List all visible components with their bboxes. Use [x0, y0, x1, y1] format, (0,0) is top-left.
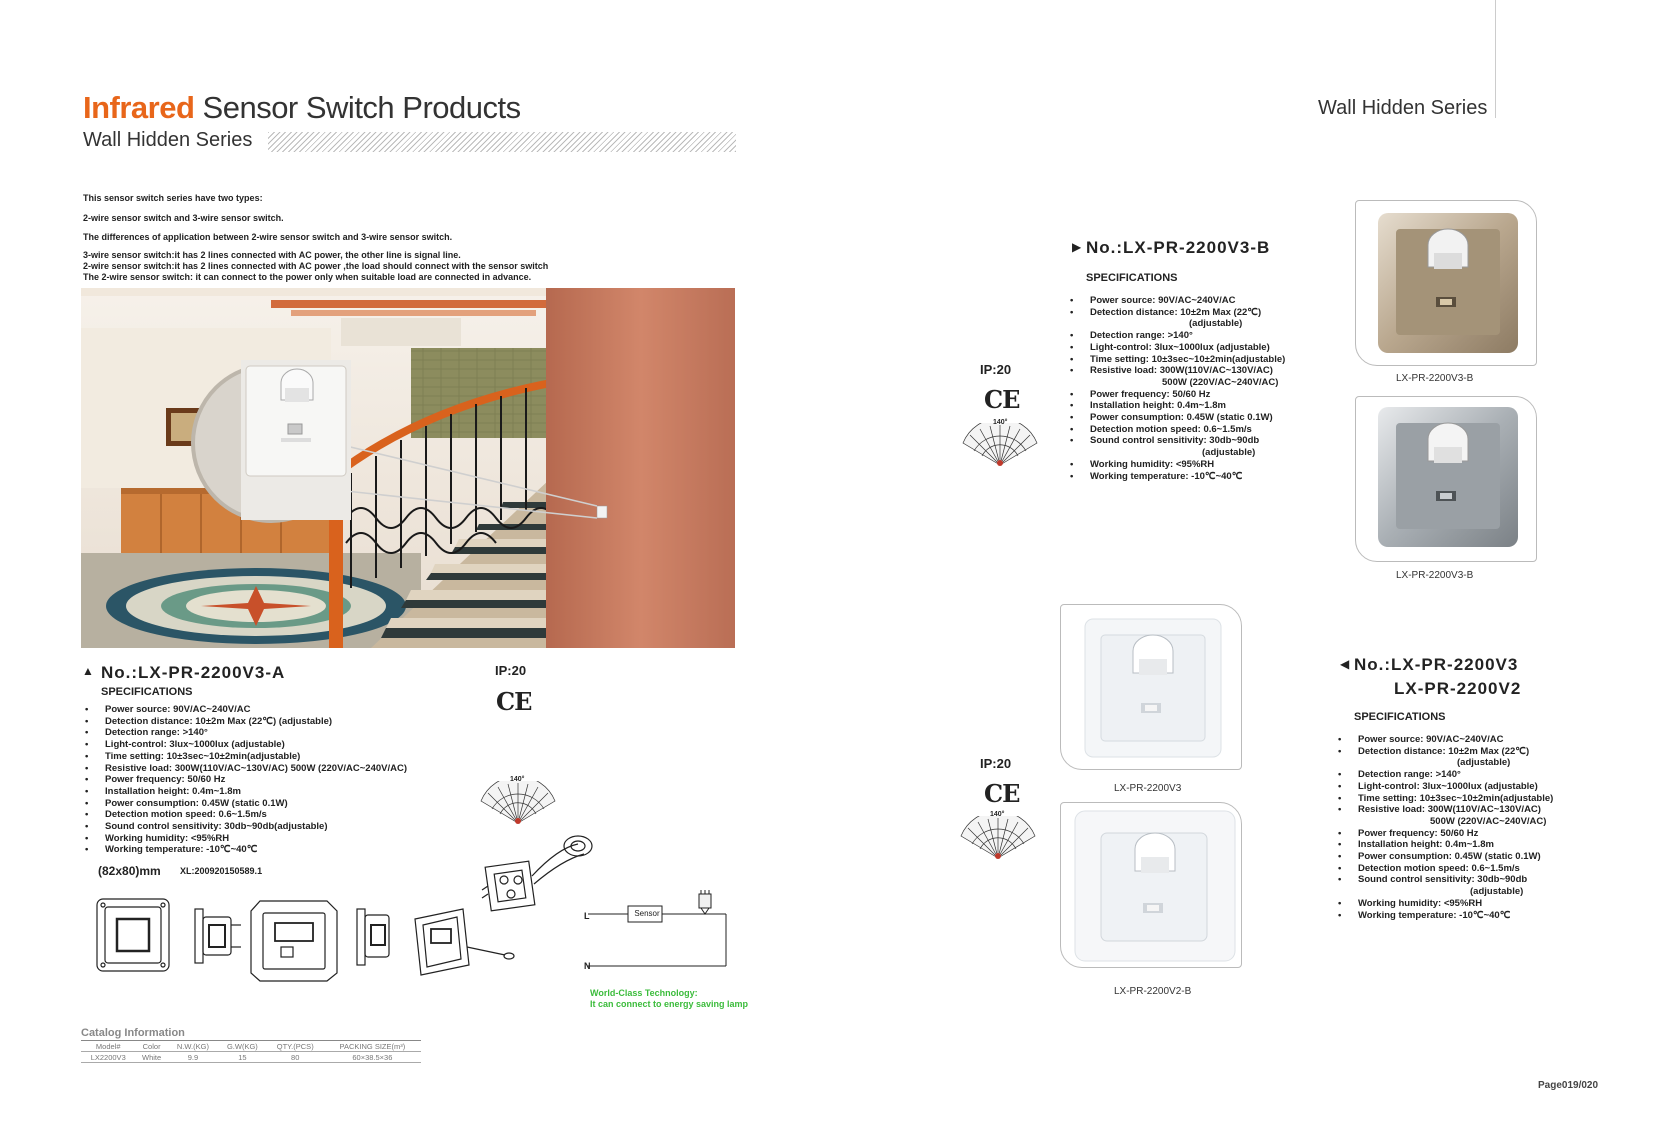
spec-item: • Power source: 90V/AC~240V/AC: [85, 704, 407, 716]
spec-item: • Resistive load: 300W(110V/AC~130V/AC) 500W (220V/AC~240V/AC): [85, 763, 407, 775]
caption-c-1: LX-PR-2200V3: [1114, 783, 1182, 794]
spec-item-continuation: 500W (220V/AC~240V/AC): [1162, 376, 1279, 388]
interior-photo: [81, 288, 735, 648]
sensor-box-label: Sensor: [634, 909, 660, 918]
spec-item: • Power frequency: 50/60 Hz: [1070, 389, 1285, 401]
intro-line-5: 2-wire sensor switch:it has 2 lines connected with AC power ,the load should connect with the sensor switch: [83, 261, 549, 271]
catalog-cell: 60×38.5×36: [324, 1052, 421, 1063]
spec-item: • Light-control: 3lux~1000lux (adjustable): [1070, 342, 1285, 354]
spec-item: • Time setting: 10±3sec~10±2min(adjustable): [85, 751, 407, 763]
spec-item-continuation: (adjustable): [1202, 447, 1256, 459]
specs-c-list: [1338, 734, 1553, 921]
spec-item: • Light-control: 3lux~1000lux (adjustable): [85, 739, 407, 751]
spec-item: • Resistive load: 300W(110V/AC~130V/AC): [1338, 804, 1553, 816]
specs-b-list: [1070, 295, 1285, 482]
product-image-white-1: [1060, 604, 1242, 770]
catalog-header-row: [81, 1041, 421, 1052]
triangle-up-icon: ▲: [82, 664, 94, 678]
spec-item: • Power source: 90V/AC~240V/AC: [1338, 734, 1553, 746]
spec-item: • Power frequency: 50/60 Hz: [1338, 828, 1553, 840]
spec-item: • Power frequency: 50/60 Hz: [85, 774, 407, 786]
detection-fan-icon: [958, 816, 1038, 866]
caption-b-1: LX-PR-2200V3-B: [1396, 373, 1474, 384]
model-b-title: No.:LX-PR-2200V3-B: [1086, 238, 1271, 257]
intro-line-2: 2-wire sensor switch and 3-wire sensor switch.: [83, 213, 284, 223]
specs-b-heading: SPECIFICATIONS: [1086, 272, 1178, 284]
triangle-right-icon: ▶: [1072, 240, 1082, 254]
catalog-title: Catalog Information: [81, 1027, 185, 1039]
page-number: Page019/020: [1538, 1080, 1599, 1091]
intro-line-6: The 2-wire sensor switch: it can connect to the power only when suitable load are connected in advance.: [83, 272, 532, 282]
spec-item: • Working temperature: -10℃~40℃: [1338, 910, 1553, 922]
spec-item: • Working temperature: -10℃~40℃: [1070, 471, 1285, 483]
spec-item: • Detection motion speed: 0.6~1.5m/s: [1070, 424, 1285, 436]
detection-fan-icon: [478, 781, 558, 831]
catalog-cell: 9.9: [168, 1052, 218, 1063]
angle-c: 140°: [990, 811, 1005, 818]
spec-item: • Working humidity: <95%RH: [1338, 898, 1553, 910]
spec-item: • Power consumption: 0.45W (static 0.1W): [85, 798, 407, 810]
product-image-silver: [1355, 396, 1537, 562]
title-rest: Sensor Switch Products: [194, 90, 521, 125]
ip-rating-c: IP:20: [980, 756, 1012, 771]
spec-item: • Sound control sensitivity: 30db~90db(adjustable): [85, 821, 407, 833]
spec-item: • Time setting: 10±3sec~10±2min(adjustable): [1070, 354, 1285, 366]
title-accent: Infrared: [83, 90, 195, 125]
spec-item: • Working temperature: -10℃~40℃: [85, 844, 407, 856]
model-a-title: No.:LX-PR-2200V3-A: [101, 663, 286, 682]
spec-item-continuation: (adjustable): [1189, 318, 1243, 330]
spec-item: • Detection range: >140°: [1338, 769, 1553, 781]
spec-item: • Power consumption: 0.45W (static 0.1W): [1338, 851, 1553, 863]
catalog-cell: White: [135, 1052, 167, 1063]
spec-item: • Resistive load: 300W(110V/AC~130V/AC): [1070, 365, 1285, 377]
catalog-cell: 80: [267, 1052, 324, 1063]
triangle-left-icon: ◀: [1340, 657, 1350, 671]
ip-rating-a: IP:20: [495, 663, 527, 678]
catalog-table: [81, 1040, 421, 1063]
tech-line-1: World-Class Technology:: [590, 988, 698, 998]
wire-label-l: L: [584, 911, 590, 921]
catalog-data-row: [81, 1052, 421, 1063]
spec-item: • Detection distance: 10±2m Max (22℃): [1338, 746, 1553, 758]
ce-mark-c: CE: [984, 779, 1020, 808]
catalog-header-cell: N.W.(KG): [168, 1041, 218, 1052]
catalog-header-cell: PACKING SIZE(m³): [324, 1041, 421, 1052]
caption-c-2: LX-PR-2200V2-B: [1114, 986, 1192, 997]
wire-label-n: N: [584, 961, 591, 971]
spec-item-continuation: 500W (220V/AC~240V/AC): [1430, 815, 1547, 827]
spec-item: • Detection range: >140°: [85, 727, 407, 739]
spec-item: • Installation height: 0.4m~1.8m: [1070, 400, 1285, 412]
model-c-title-1: No.:LX-PR-2200V3: [1354, 655, 1519, 674]
spec-item: • Sound control sensitivity: 30db~90db: [1338, 874, 1553, 886]
angle-a: 140°: [510, 776, 525, 783]
catalog-cell: LX2200V3: [81, 1052, 135, 1063]
spec-item: • Power consumption: 0.45W (static 0.1W): [1070, 412, 1285, 424]
size-a: (82x80)mm: [98, 864, 161, 878]
caption-b-2: LX-PR-2200V3-B: [1396, 570, 1474, 581]
model-c-title-2: LX-PR-2200V2: [1394, 679, 1522, 698]
ce-mark-a: CE: [496, 687, 532, 716]
tech-note: [590, 988, 748, 1010]
intro-line-3: The differences of application between 2-wire sensor switch and 3-wire sensor switch.: [83, 232, 453, 242]
angle-b: 140°: [993, 419, 1008, 426]
product-image-white-2: [1060, 802, 1242, 968]
page-title: [83, 90, 521, 126]
spec-item: • Detection range: >140°: [1070, 330, 1285, 342]
detection-fan-icon: [960, 423, 1040, 473]
intro-line-1: This sensor switch series have two types:: [83, 193, 263, 203]
tech-line-2: It can connect to energy saving lamp: [590, 999, 749, 1009]
spec-item: • Power source: 90V/AC~240V/AC: [1070, 295, 1285, 307]
series-header-right: Wall Hidden Series: [1318, 97, 1488, 119]
spec-item: • Detection motion speed: 0.6~1.5m/s: [1338, 863, 1553, 875]
spec-item: • Detection motion speed: 0.6~1.5m/s: [85, 809, 407, 821]
page-subtitle: Wall Hidden Series: [83, 129, 253, 151]
spec-item: • Detection distance: 10±2m Max (22℃): [1070, 307, 1285, 319]
catalog-header-cell: G.W(KG): [218, 1041, 267, 1052]
product-image-gold: [1355, 200, 1537, 366]
spec-item-continuation: (adjustable): [1470, 886, 1524, 898]
code-a: XL:200920150589.1: [180, 866, 263, 876]
catalog-header-cell: QTY.(PCS): [267, 1041, 324, 1052]
intro-line-4: 3-wire sensor switch:it has 2 lines connected with AC power, the other line is signal line.: [83, 250, 461, 260]
ce-mark-b: CE: [984, 385, 1020, 414]
specs-a-list: [85, 704, 407, 856]
spec-item: • Light-control: 3lux~1000lux (adjustable): [1338, 781, 1553, 793]
spec-item-continuation: (adjustable): [1457, 757, 1511, 769]
hatch-divider: [268, 132, 736, 152]
catalog-cell: 15: [218, 1052, 267, 1063]
spec-item: • Working humidity: <95%RH: [85, 833, 407, 845]
spec-item: • Detection distance: 10±2m Max (22℃) (adjustable): [85, 716, 407, 728]
ip-rating-b: IP:20: [980, 362, 1012, 377]
catalog-header-cell: Color: [135, 1041, 167, 1052]
spec-item: • Time setting: 10±3sec~10±2min(adjustable): [1338, 793, 1553, 805]
specs-c-heading: SPECIFICATIONS: [1354, 711, 1446, 723]
spec-item: • Sound control sensitivity: 30db~90db: [1070, 435, 1285, 447]
spec-item: • Installation height: 0.4m~1.8m: [85, 786, 407, 798]
vertical-divider: [1495, 0, 1496, 118]
wiring-diagram: [580, 890, 740, 985]
specs-a-heading: SPECIFICATIONS: [101, 686, 193, 698]
catalog-header-cell: Model#: [81, 1041, 135, 1052]
spec-item: • Installation height: 0.4m~1.8m: [1338, 839, 1553, 851]
spec-item: • Working humidity: <95%RH: [1070, 459, 1285, 471]
